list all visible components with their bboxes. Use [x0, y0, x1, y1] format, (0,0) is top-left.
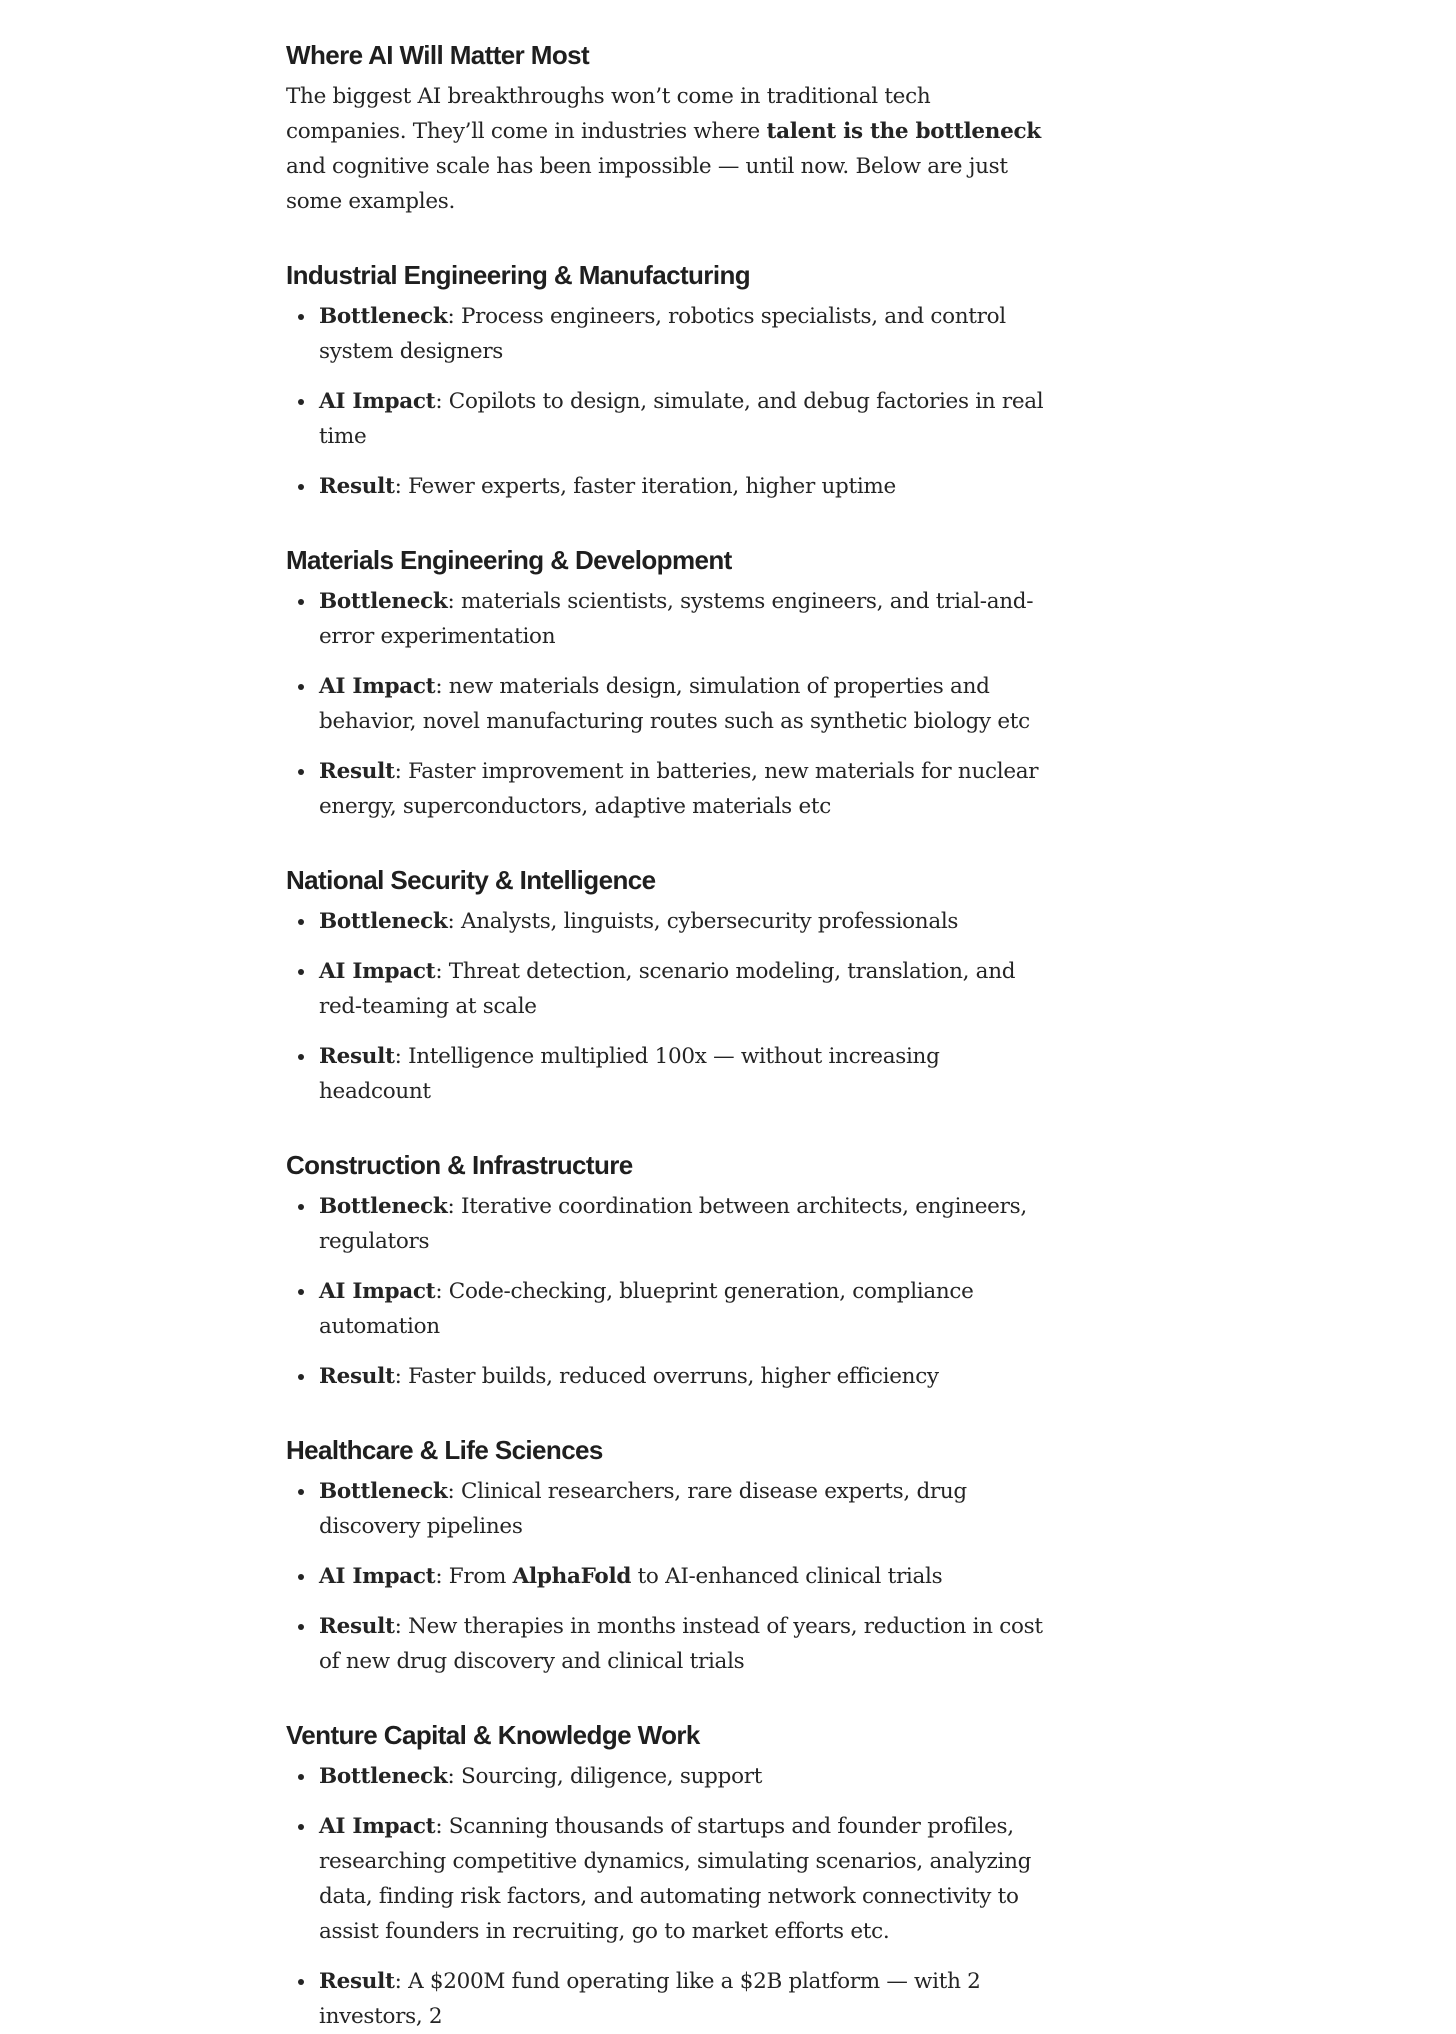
item-label: Bottleneck — [319, 1479, 448, 1504]
item-text: : Analysts, linguists, cybersecurity professionals — [447, 909, 959, 934]
item-label: AI Impact — [319, 1279, 436, 1304]
item-label: Result — [319, 1614, 395, 1639]
bullet-icon — [298, 1824, 304, 1830]
item-text: : Fewer experts, faster iteration, higher uptime — [394, 474, 896, 499]
item-text: : Faster builds, reduced overruns, higher efficiency — [394, 1364, 939, 1389]
bullet-icon — [298, 684, 304, 690]
bullet-icon — [298, 769, 304, 775]
list-item — [286, 754, 1046, 824]
section-national-security — [286, 863, 1046, 1109]
bullet-icon — [298, 314, 304, 320]
list-item — [286, 1809, 1046, 1949]
item-label: AI Impact — [319, 674, 436, 699]
list-item — [286, 954, 1046, 1024]
section-heading: Construction & Infrastructure — [286, 1150, 633, 1180]
alphafold-strong: AlphaFold — [512, 1564, 632, 1589]
list-item — [286, 1609, 1046, 1679]
item-label: Result — [319, 474, 395, 499]
bullet-icon — [298, 1489, 304, 1495]
item-text: : Intelligence multiplied 100x — without increasing headcount — [319, 1044, 940, 1104]
intro-paragraph — [286, 79, 1046, 219]
list-item — [286, 469, 1046, 504]
list-item — [286, 1189, 1046, 1259]
article-body — [286, 38, 1046, 2034]
item-label: Result — [319, 1969, 395, 1994]
section-heading: Materials Engineering & Development — [286, 545, 732, 575]
intro-text-2: and cognitive scale has been impossible — until now. Below are just some examples. — [286, 154, 1008, 214]
list-item — [286, 1359, 1046, 1394]
bullet-icon — [298, 1204, 304, 1210]
item-label: Bottleneck — [319, 1194, 448, 1219]
list-item — [286, 1274, 1046, 1344]
section-heading: Healthcare & Life Sciences — [286, 1435, 603, 1465]
item-label: AI Impact — [319, 959, 436, 984]
item-text: : materials scientists, systems engineers, and trial-and-error experimentation — [319, 589, 1034, 649]
item-label: Result — [319, 759, 395, 784]
intro-strong: talent is the bottleneck — [766, 119, 1041, 144]
bullet-list — [286, 584, 1046, 824]
intro-text-1: The biggest AI breakthroughs won’t come in traditional tech companies. They’ll come in industries where — [286, 84, 931, 144]
bullet-list — [286, 1759, 1046, 2034]
item-label: Result — [319, 1364, 395, 1389]
section-construction — [286, 1148, 1046, 1394]
item-label: Result — [319, 1044, 395, 1069]
bullet-icon — [298, 599, 304, 605]
bullet-icon — [298, 1979, 304, 1985]
section-industrial-engineering — [286, 258, 1046, 504]
item-label: AI Impact — [319, 1564, 436, 1589]
bullet-icon — [298, 1374, 304, 1380]
item-text: : Code-checking, blueprint generation, compliance automation — [319, 1279, 974, 1339]
item-text-post: to AI-enhanced clinical trials — [631, 1564, 943, 1589]
section-materials-engineering — [286, 543, 1046, 824]
section-heading-where-ai-matters: Where AI Will Matter Most — [286, 40, 590, 70]
item-text: : Process engineers, robotics specialists, and control system designers — [319, 304, 1006, 364]
bullet-icon — [298, 1574, 304, 1580]
list-item — [286, 1759, 1046, 1794]
section-venture-capital — [286, 1718, 1046, 2034]
bullet-list — [286, 299, 1046, 504]
bullet-icon — [298, 1289, 304, 1295]
item-label: AI Impact — [319, 389, 436, 414]
section-heading: National Security & Intelligence — [286, 865, 656, 895]
bullet-icon — [298, 919, 304, 925]
item-text-pre: : From — [435, 1564, 513, 1589]
bullet-icon — [298, 1774, 304, 1780]
item-label: Bottleneck — [319, 909, 448, 934]
item-text: : new materials design, simulation of properties and behavior, novel manufacturing routes such as synthetic biology etc — [319, 674, 1030, 734]
list-item — [286, 384, 1046, 454]
list-item — [286, 1474, 1046, 1544]
item-label: Bottleneck — [319, 304, 448, 329]
bullet-list — [286, 904, 1046, 1109]
item-text: : New therapies in months instead of years, reduction in cost of new drug discovery and clinical trials — [319, 1614, 1043, 1674]
item-text: : Clinical researchers, rare disease experts, drug discovery pipelines — [319, 1479, 967, 1539]
item-label: AI Impact — [319, 1814, 436, 1839]
list-item — [286, 669, 1046, 739]
list-item — [286, 904, 1046, 939]
list-item — [286, 1039, 1046, 1109]
bullet-icon — [298, 484, 304, 490]
item-label: Bottleneck — [319, 1764, 448, 1789]
item-text: : Faster improvement in batteries, new materials for nuclear energy, superconductors, adaptive materials etc — [319, 759, 1039, 819]
section-heading: Venture Capital & Knowledge Work — [286, 1720, 700, 1750]
item-label: Bottleneck — [319, 589, 448, 614]
bullet-list — [286, 1474, 1046, 1679]
item-text: : Iterative coordination between architects, engineers, regulators — [319, 1194, 1027, 1254]
item-text: : Threat detection, scenario modeling, translation, and red-teaming at scale — [319, 959, 1016, 1019]
item-text: : Scanning thousands of startups and founder profiles, researching competitive dynamics, simulating scenarios, analyzing data, finding risk factors, and automating network connectivity to assist founders in recruiting, go to market efforts etc. — [319, 1814, 1032, 1944]
list-item — [286, 299, 1046, 369]
item-text: : Sourcing, diligence, support — [447, 1764, 763, 1789]
bullet-list — [286, 1189, 1046, 1394]
bullet-icon — [298, 969, 304, 975]
bullet-icon — [298, 399, 304, 405]
bullet-icon — [298, 1624, 304, 1630]
list-item — [286, 1559, 1046, 1594]
bullet-icon — [298, 1054, 304, 1060]
section-healthcare — [286, 1433, 1046, 1679]
item-text: : A $200M fund operating like a $2B platform — with 2 investors, 2 — [319, 1969, 981, 2029]
item-text: : Copilots to design, simulate, and debug factories in real time — [319, 389, 1044, 449]
list-item — [286, 584, 1046, 654]
list-item — [286, 1964, 1046, 2034]
section-heading: Industrial Engineering & Manufacturing — [286, 260, 751, 290]
